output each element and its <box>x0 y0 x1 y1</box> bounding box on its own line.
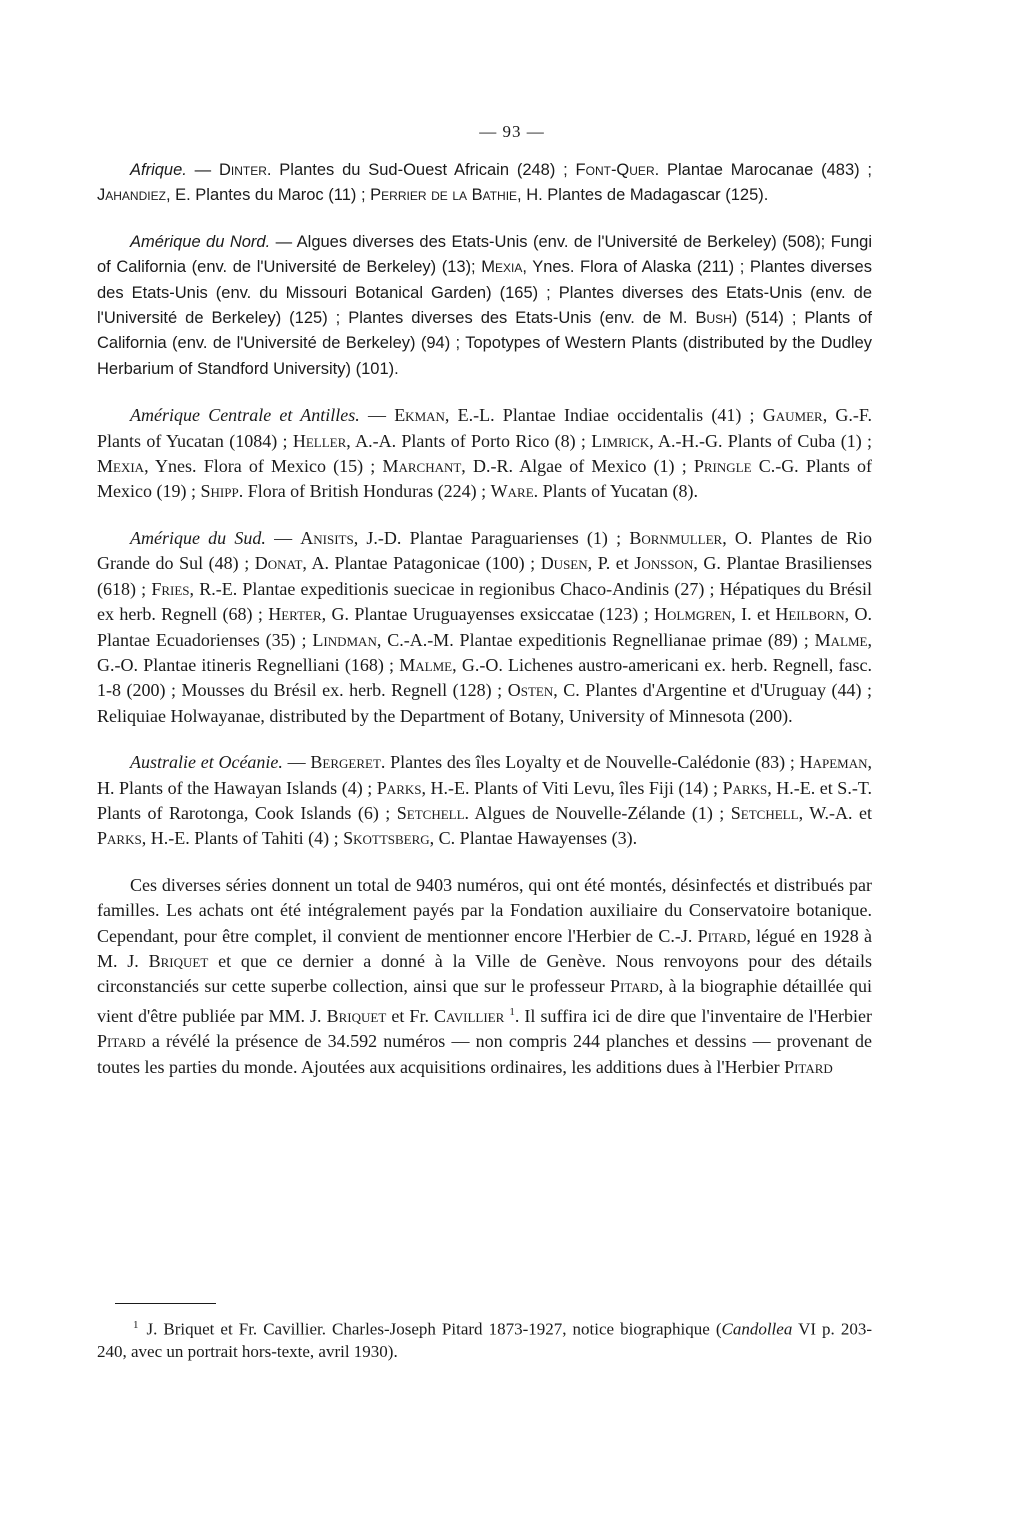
author-name: Herter <box>268 604 322 625</box>
text-run: , O. Plantes de Rio Grande do Sul (48) ; <box>97 527 872 574</box>
text-run: , R.-E. Plantae expeditionis suecicae in regionibus Chaco-Andinis (27) ; Hépatiques du Brésil ex herb. Regnell (68) ; <box>97 578 872 625</box>
author-name: Setchell <box>396 802 465 823</box>
author-name: Jahandiez <box>97 186 166 205</box>
footnote-rule <box>115 1303 216 1304</box>
author-name: Skottsberg <box>343 828 430 849</box>
text-run: , C.-A.-M. Plantae expeditionis Regnellianae primae (89) ; <box>376 629 815 650</box>
author-name: Pitard <box>784 1056 833 1077</box>
author-name: Parks <box>722 777 768 798</box>
text-run: . Plantes du Sud-Ouest Africain (248) ; <box>266 161 576 179</box>
author-name: Cavillier <box>434 1005 505 1026</box>
footnote-ref: 1 <box>509 1005 515 1018</box>
footnote-text <box>97 1320 872 1361</box>
author-name: Ware <box>490 481 534 502</box>
text-run: , à la biographie détaillée qui vient d'être publiée par MM. J. <box>97 976 872 1026</box>
text-run: , H. Plantes de Madagascar (125). <box>517 186 769 205</box>
region-heading: Amérique du Nord. <box>130 232 271 251</box>
text-run: , I. et <box>731 604 776 625</box>
text-run: ) (514) ; Plants of California (env. de l'Université de Berkeley) (94) ; Topotypes of Western Plants (distributed by the Dudley Herbarium of Standford University) (101). <box>97 309 872 378</box>
text-run: , Ynes. Flora of Alaska (211) ; Plantes diverses des Etats-Unis (env. du Missouri Botanical Garden) (165) ; Plantes diverses des Etats-Unis (env. de l'Université de Berkeley) (125) ; Plantes diverses des Etats-Unis (env. de M. <box>97 258 872 328</box>
author-name: Briquet <box>148 950 209 971</box>
region-heading: Amérique du Sud. <box>130 527 266 548</box>
author-name: Ekman <box>394 405 445 426</box>
author-name: Pringle <box>693 456 752 477</box>
text-run: , E.-L. Plantae Indiae occidentalis (41) ; <box>444 405 763 426</box>
text-run: . Algues de Nouvelle-Zélande (1) ; <box>464 802 731 823</box>
text-run: VI p. 203-240, avec un portrait hors-texte, avril 1930). <box>97 1319 872 1361</box>
body-text <box>97 158 872 1080</box>
author-name: Perrier de la Bathie <box>370 186 518 205</box>
text-run: Ces diverses séries donnent un total de 9403 numéros, qui ont été montés, désinfectés et distribués par familles. Les achats ont été intégralement payés par la Fondation auxiliaire du Conservatoire botanique. Cependant, pour être complet, il convient de mentionner encore l'Herbier de C.-J. <box>97 874 872 946</box>
author-name: Briquet <box>326 1005 387 1026</box>
paragraph-afrique <box>97 158 872 209</box>
author-name: Pitard <box>697 925 747 946</box>
author-name: Mexia <box>481 258 523 277</box>
author-name: Marchant <box>382 456 462 477</box>
author-name: Font-Quer <box>575 161 655 179</box>
region-heading: Candollea <box>721 1319 793 1339</box>
text-run: , G. Plantae Brasilienses (618) ; <box>97 553 872 599</box>
text-run: , G. Plantae Uruguayenses exsiccatae (123) ; <box>321 604 654 625</box>
text-run: — <box>359 405 395 426</box>
author-name: Pitard <box>97 1031 146 1052</box>
text-run: C.-G. Plants of Mexico (19) ; <box>97 456 873 502</box>
author-name: Dinter <box>218 161 267 179</box>
text-run: , O. Plantae Ecuadorienses (35) ; <box>97 604 873 650</box>
paragraph-amerique-centrale <box>97 403 872 505</box>
text-run: — <box>282 752 311 773</box>
author-name: Parks <box>97 828 142 849</box>
text-run: . Il suffira ici de dire que l'inventaire de l'Herbier <box>514 1005 873 1026</box>
paragraph-conclusion <box>97 873 872 1080</box>
page-number: — 93 — <box>479 122 545 141</box>
text-run: — <box>265 527 301 548</box>
text-run: , P. et <box>587 553 635 574</box>
text-run: , G.-F. Plants of Yucatan (1084) ; <box>97 405 872 451</box>
paragraph-australie <box>97 750 872 852</box>
text-run: , H.-E. Plants of Viti Levu, îles Fiji (14) ; <box>421 777 723 798</box>
text-run: . Flora of British Honduras (224) ; <box>238 481 491 502</box>
author-name: Lindman <box>312 629 377 650</box>
text-run: , G.-O. Lichenes austro-americani ex. herb. Regnell, fasc. 1-8 (200) ; Mousses du Brésil ex. herb. Regnell (128) ; <box>97 654 872 701</box>
text-run: , D.-R. Algae of Mexico (1) ; <box>461 456 694 477</box>
text-run: , G.-O. Plantae itineris Regnelliani (168) ; <box>97 629 872 675</box>
text-run: , légué en 1928 à M. J. <box>97 925 872 971</box>
author-name: Malme <box>399 654 453 675</box>
author-name: Jonsson <box>634 553 694 574</box>
author-name: Gaumer <box>762 405 823 426</box>
author-name: Bush <box>695 309 732 328</box>
author-name: Limrick <box>591 430 650 451</box>
text-run: , H.-E. et S.-T. Plants of Rarotonga, Cook Islands (6) ; <box>97 777 872 823</box>
region-heading: Australie et Océanie. <box>130 752 283 773</box>
author-name: Hapeman <box>799 752 868 773</box>
text-run: . Plantes des îles Loyalty et de Nouvelle-Calédonie (83) ; <box>380 752 800 773</box>
text-run: J. Briquet et Fr. Cavillier. Charles-Joseph Pitard 1873-1927, notice biographique ( <box>146 1319 722 1339</box>
text-run: , W.-A. et <box>798 802 872 823</box>
text-run: , E. Plantes du Maroc (11) ; <box>165 186 371 205</box>
text-run: , A. Plantae Patagonicae (100) ; <box>302 553 541 574</box>
author-name: Dusen <box>540 553 588 574</box>
text-run: a révélé la présence de 34.592 numéros — non compris 244 planches et dessins — provenant de toutes les parties du monde. Ajoutées aux acquisitions ordinaires, les additions dues à l'Herbier <box>97 1031 872 1077</box>
author-name: Donat <box>254 553 303 574</box>
text-run: , Ynes. Flora of Mexico (15) ; <box>144 456 383 477</box>
footnote <box>97 1314 872 1363</box>
author-name: Shipp <box>200 481 239 502</box>
text-run: — <box>186 161 219 179</box>
author-name: Pitard <box>610 976 659 997</box>
author-name: Malme <box>814 629 868 650</box>
text-run: , A.-A. Plants of Porto Rico (8) ; <box>346 430 592 451</box>
text-run: , C. Plantae Hawayenses (3). <box>429 828 638 849</box>
author-name: Heilborn <box>775 604 845 625</box>
text-run: et que ce dernier a donné à la Ville de Genève. Nous renvoyons pour des détails circonstanciés sur cette superbe collection, ainsi que sur le professeur <box>97 950 872 997</box>
footnote-marker: 1 <box>133 1319 139 1331</box>
author-name: Holmgren <box>654 604 732 625</box>
paragraph-amerique-sud <box>97 526 872 729</box>
text-run: . Plants of Yucatan (8). <box>533 481 698 502</box>
author-name: Heller <box>292 430 347 451</box>
author-name: Mexia <box>97 456 145 477</box>
author-name: Anisits <box>300 527 354 548</box>
author-name: Fries <box>151 578 190 599</box>
author-name: Bergeret <box>310 752 381 773</box>
paragraph-amerique-nord <box>97 230 872 382</box>
text-run: , C. Plantes d'Argentine et d'Uruguay (44) ; Reliquiae Holwayanae, distributed by the Department of Botany, University of Minnesota (200). <box>97 680 872 726</box>
text-run: et Fr. <box>386 1005 435 1026</box>
author-name: Osten <box>507 680 554 701</box>
text-run: , H.-E. Plants of Tahiti (4) ; <box>141 828 344 849</box>
text-run: , H. Plants of the Hawayan Islands (4) ; <box>97 752 872 798</box>
text-run: , A.-H.-G. Plants of Cuba (1) ; <box>649 430 873 451</box>
author-name: Bornmuller <box>629 527 723 548</box>
text-run: , J.-D. Plantae Paraguarienses (1) ; <box>353 527 630 548</box>
region-heading: Afrique. <box>130 161 187 179</box>
text-run: — Algues diverses des Etats-Unis (env. de l'Université de Berkeley) (508); Fungi of California (env. de l'Université de Berkeley) (13); <box>97 232 872 277</box>
region-heading: Amérique Centrale et Antilles. <box>130 405 360 426</box>
author-name: Setchell <box>730 802 799 823</box>
text-run: . Plantae Marocanae (483) ; <box>654 161 872 179</box>
author-name: Parks <box>376 777 422 798</box>
